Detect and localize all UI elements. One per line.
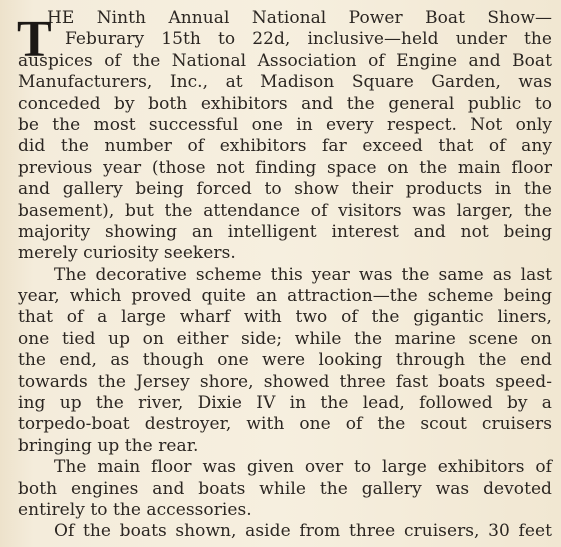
article-line-3: auspices of the National Association of Engine and Boat [18, 50, 552, 71]
article-line-20: torpedo-boat destroyer, with one of the scout cruisers [18, 414, 552, 435]
article-line-13: The decorative scheme this year was the same as last [54, 264, 552, 285]
article-line-15: that of a large wharf with two of the gigantic liners, [18, 307, 552, 328]
article-line-5: conceded by both exhibitors and the general public to [18, 93, 552, 114]
article-line-21: bringing up the rear. [18, 435, 199, 456]
article-line-18: towards the Jersey shore, showed three fast boats speed- [18, 371, 552, 392]
article-line-17: the end, as though one were looking through the end [18, 350, 552, 371]
article-line-19: ing up the river, Dixie IV in the lead, followed by a [18, 393, 552, 414]
article-line-6: be the most successful one in every respect. Not only [18, 114, 552, 135]
article-line-11: majority showing an intelligent interest and not being [18, 221, 552, 242]
article-line-25: Of the boats shown, aside from three cruisers, 30 feet [54, 521, 552, 542]
article-line-4: Manufacturers, Inc., at Madison Square Garden, was [18, 72, 552, 93]
article-line-1: HE Ninth Annual National Power Boat Show— [47, 8, 552, 28]
article-line-2: Feburary 15th to 22d, inclusive—held under the [65, 29, 552, 50]
article-column [18, 8, 552, 543]
article-line-24: entirely to the accessories. [18, 499, 252, 520]
article-line-7: did the number of exhibitors far exceed that of any [18, 136, 552, 157]
article-line-12: merely curiosity seekers. [18, 243, 236, 264]
article-line-9: and gallery being forced to show their products in the [18, 179, 552, 200]
article-line-23: both engines and boats while the gallery was devoted [18, 478, 552, 499]
article-line-14: year, which proved quite an attraction—the scheme being [18, 286, 552, 307]
article-line-16: one tied up on either side; while the marine scene on [18, 328, 552, 349]
drop-cap-letter: T [17, 11, 52, 68]
article-line-22: The main floor was given over to large exhibitors of [54, 457, 552, 478]
article-line-8: previous year (those not finding space on the main floor [18, 157, 552, 178]
article-line-10: basement), but the attendance of visitors was larger, the [18, 200, 552, 221]
